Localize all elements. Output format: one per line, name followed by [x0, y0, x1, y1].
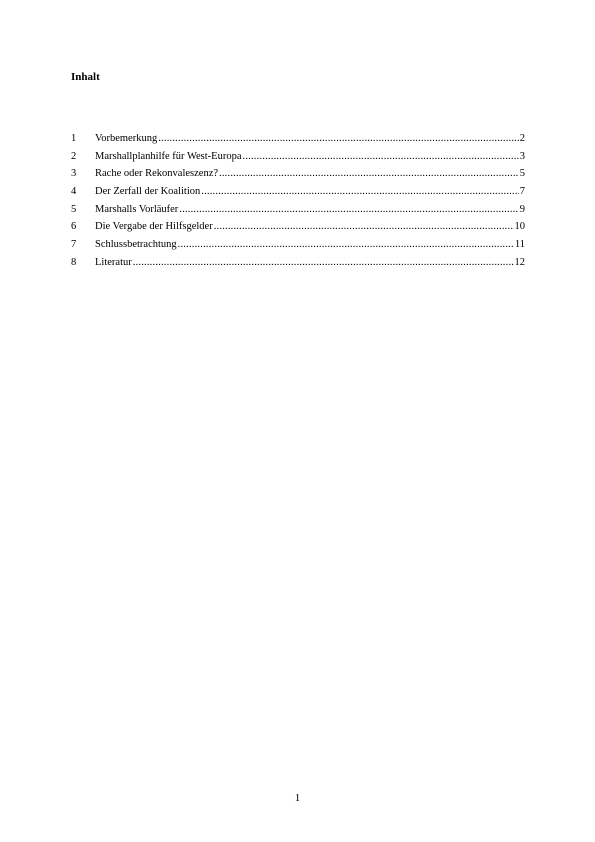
page-title: Inhalt: [71, 71, 100, 83]
toc-dot-leader: [179, 203, 518, 217]
toc-entry-number: 5: [71, 203, 77, 215]
toc-entry-title: Vorbemerkung: [95, 133, 158, 144]
toc-dot-leader: [201, 185, 519, 199]
toc-entry-page: 7: [519, 186, 525, 198]
toc-entry-title: Die Vergabe der Hilfsgelder: [95, 221, 213, 233]
toc-dot-leader: [158, 132, 519, 146]
toc-entry-page: 3: [519, 150, 525, 162]
toc-dot-leader: [214, 220, 514, 234]
toc-entry[interactable]: [71, 150, 525, 168]
toc-entry-number: 8: [71, 256, 77, 268]
page-number: 1: [294, 792, 301, 804]
toc-entry[interactable]: [71, 220, 525, 238]
toc-entry-number: 7: [71, 239, 77, 251]
toc-entry-number: 2: [71, 150, 77, 162]
toc-entry[interactable]: [71, 185, 525, 203]
toc-entry[interactable]: [71, 203, 525, 221]
toc-entry-page: 11: [514, 239, 525, 251]
toc-entry-page: 5: [519, 168, 525, 180]
toc-entry-page: 12: [514, 256, 525, 268]
toc-entry-title: Marshallplanhilfe für West-Europa: [95, 150, 242, 162]
toc-entry-page: 9: [519, 203, 525, 215]
toc-entry-number: 1: [71, 133, 77, 144]
toc-entry-page: 10: [514, 221, 525, 233]
toc-entry-number: 4: [71, 186, 77, 198]
toc-entry-title: Literatur: [95, 256, 132, 268]
toc-entry[interactable]: [71, 238, 525, 256]
toc-entry-title: Rache oder Rekonvaleszenz?: [95, 168, 219, 180]
toc-entry-title: Der Zerfall der Koalition: [95, 186, 201, 198]
toc-entry-title: Schlussbetrachtung: [95, 239, 177, 251]
toc-entry-title: Marshalls Vorläufer: [95, 203, 179, 215]
toc-dot-leader: [133, 256, 514, 270]
toc-entry-number: 3: [71, 168, 77, 180]
toc-entry[interactable]: [71, 132, 525, 150]
toc-entry-number: 6: [71, 221, 77, 233]
toc-dot-leader: [219, 167, 519, 181]
toc-entry-page: 2: [519, 133, 525, 144]
toc-entry[interactable]: [71, 256, 525, 274]
toc-entry[interactable]: [71, 167, 525, 185]
table-of-contents: [71, 132, 525, 274]
toc-dot-leader: [243, 150, 519, 164]
toc-dot-leader: [178, 238, 514, 252]
